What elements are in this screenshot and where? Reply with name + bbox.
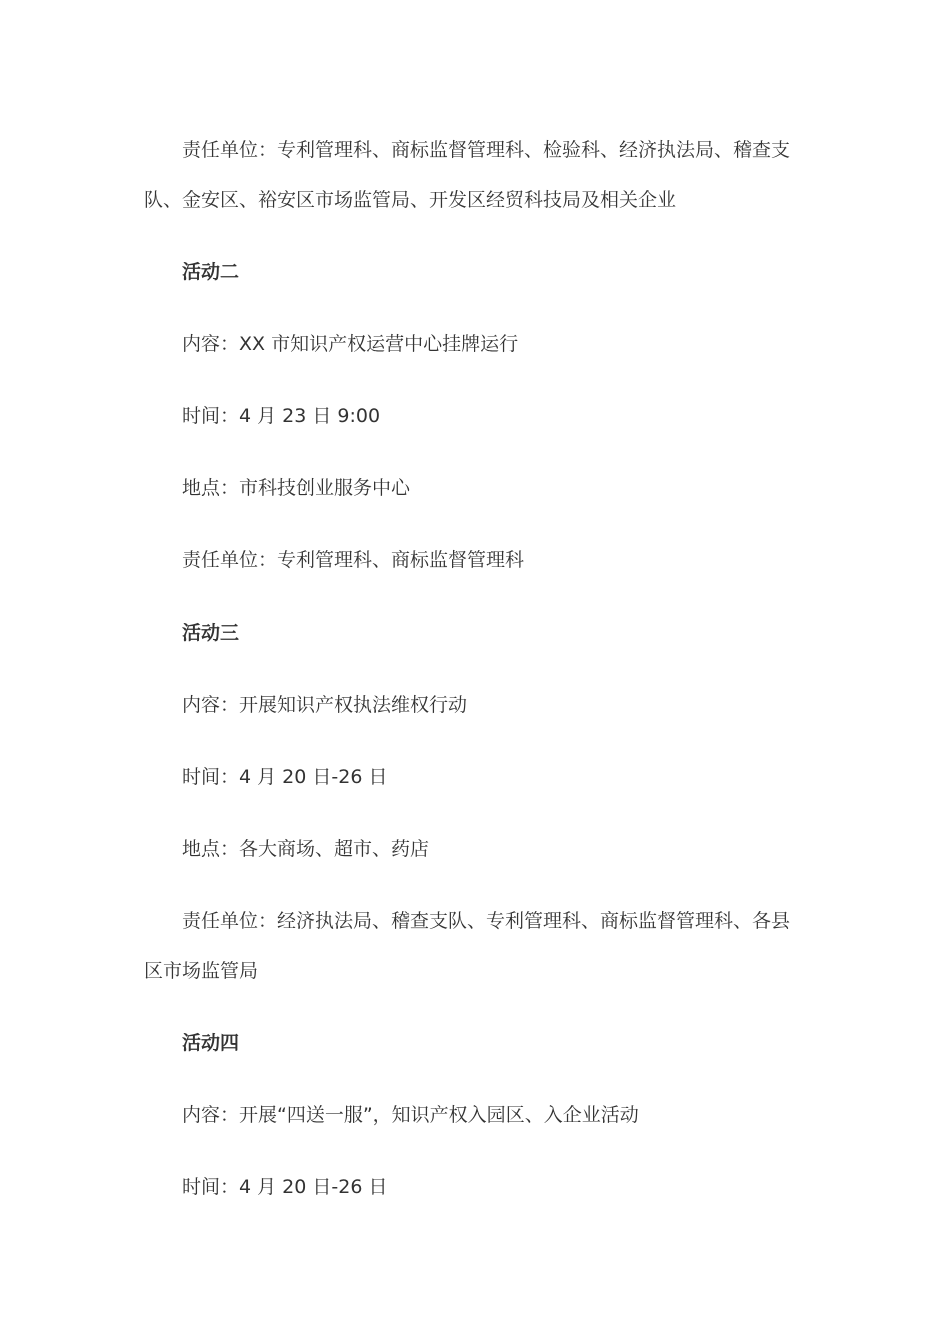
activity-2-responsibility: 责任单位：专利管理科、商标监督管理科 bbox=[182, 549, 525, 571]
responsibility-line: 责任单位：专利管理科、商标监督管理科、检验科、经济执法局、稽查支 bbox=[182, 139, 791, 161]
activity-3-content: 内容：开展知识产权执法维权行动 bbox=[182, 694, 468, 716]
activity-2-content: 内容：XX 市知识产权运营中心挂牌运行 bbox=[182, 333, 519, 355]
activity-4-time: 时间：4 月 20 日-26 日 bbox=[182, 1176, 388, 1198]
activity-2-time: 时间：4 月 23 日 9:00 bbox=[182, 405, 381, 427]
activity-3-time: 时间：4 月 20 日-26 日 bbox=[182, 766, 388, 788]
activity-2-place: 地点：市科技创业服务中心 bbox=[182, 477, 411, 499]
activity-3-responsibility: 责任单位：经济执法局、稽查支队、专利管理科、商标监督管理科、各县 bbox=[182, 910, 791, 932]
activity-4-heading: 活动四 bbox=[182, 1032, 240, 1054]
activity-3-place: 地点：各大商场、超市、药店 bbox=[182, 838, 430, 860]
responsibility-line-continued: 队、金安区、裕安区市场监管局、开发区经贸科技局及相关企业 bbox=[144, 189, 677, 211]
activity-3-heading: 活动三 bbox=[182, 622, 240, 644]
activity-2-heading: 活动二 bbox=[182, 261, 240, 283]
activity-3-responsibility-continued: 区市场监管局 bbox=[144, 960, 259, 982]
activity-4-content: 内容：开展“四送一服”，知识产权入园区、入企业活动 bbox=[182, 1104, 639, 1126]
